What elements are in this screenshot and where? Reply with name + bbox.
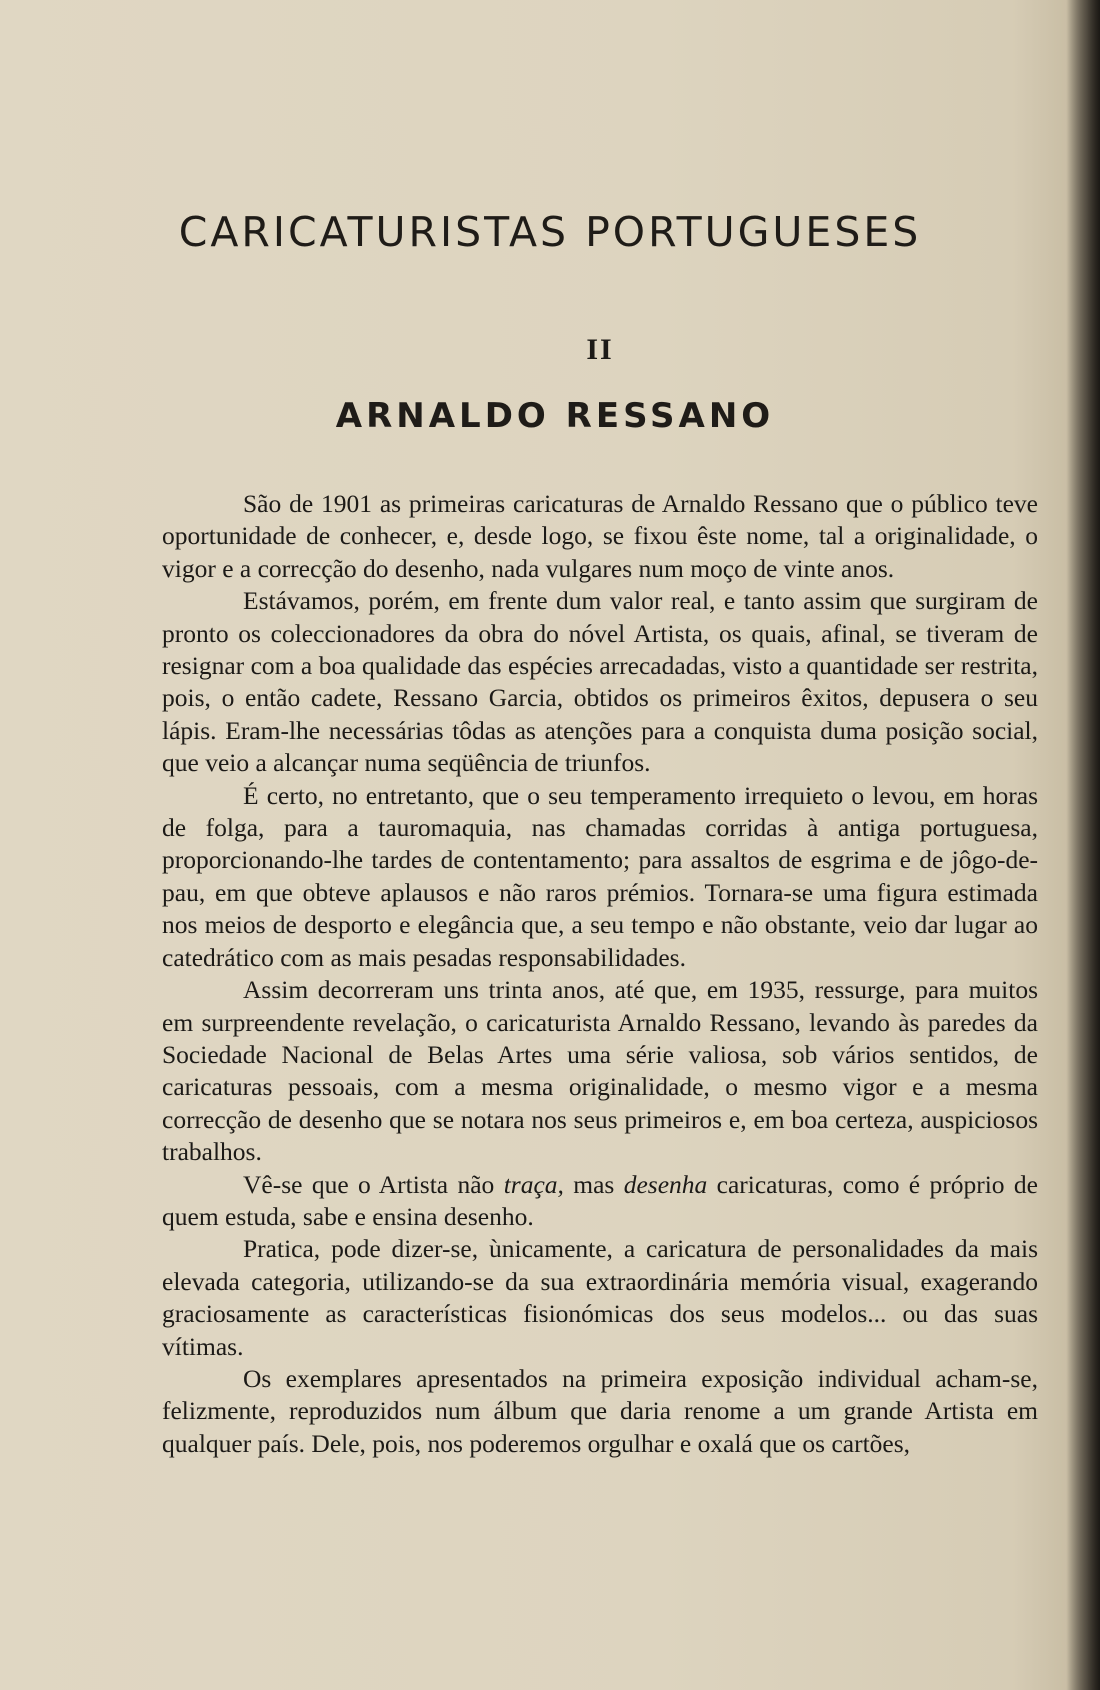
text-run: Vê-se que o Artista não [243,1169,504,1199]
paragraph: Estávamos, porém, em frente dum valor real, e tanto assim que surgiram de pronto os coleccionadores da obra do nóvel Artista, os quais, afinal, se tiveram de resignar com a boa qualidade das espécies arrecadadas, visto a quantidade ser restrita, pois, o então cadete, Ressano Garcia, obtidos os primeiros êxitos, depusera o seu lápis. Eram-lhe necessárias tôdas as atenções para a conquista duma posição social, que veio a alcançar numa seqüência de triunfos. [162,586,1038,778]
italic-word: traça, [503,1169,564,1199]
italic-word: desenha [623,1169,708,1199]
page-edge-shadow [1066,0,1100,1690]
paragraph: É certo, no entretanto, que o seu temperamento irrequieto o levou, em horas de folga, para a tauromaquia, nas chamadas corridas à antiga portuguesa, proporcionando-lhe tardes de contentamento; para assaltos de esgrima e de jôgo-de-pau, em que obteve aplausos e não raros prémios. Tornara-se uma figura estimada nos meios de desporto e elegância que, a seu tempo e não obstante, veio dar lugar ao catedrático com as mais pesadas responsabilidades. [162,780,1038,972]
body-text [162,488,1038,1460]
paragraph: Pratica, pode dizer-se, ùnicamente, a caricatura de personalidades da mais elevada categoria, utilizando-se da sua extraordinária memória visual, exagerando graciosamente as características fisionómicas dos seus modelos... ou das suas vítimas. [162,1234,1038,1361]
article-subtitle: ARNALDO RESSANO [335,396,775,436]
section-number: II [586,333,614,366]
text-run: mas [563,1169,624,1199]
paragraph: São de 1901 as primeiras caricaturas de Arnaldo Ressano que o público teve oportunidade de conhecer, e, desde logo, se fixou êste nome, tal a originalidade, o vigor e a correcção do desenho, nada vulgares num moço de vinte anos. [162,489,1038,583]
paragraph: Assim decorreram uns trinta anos, até que, em 1935, ressurge, para muitos em surpreendente revelação, o caricaturista Arnaldo Ressano, levando às paredes da Sociedade Nacional de Belas Artes uma série valiosa, sob vários sentidos, de caricaturas pessoais, com a mesma originalidade, o mesmo vigor e a mesma correcção de desenho que se notara nos seus primeiros e, em boa certeza, auspiciosos trabalhos. [162,975,1038,1167]
paragraph: Os exemplares apresentados na primeira exposição individual acham-se, felizmente, reproduzidos num álbum que daria renome a um grande Artista em qualquer país. Dele, pois, nos poderemos orgulhar e oxalá que os cartões, [162,1363,1038,1458]
text-run: caricaturas, como é próprio de quem estuda, sabe e ensina desenho. [162,1169,1038,1231]
paragraph [162,1169,1038,1234]
article-title: CARICATURISTAS PORTUGUESES [178,208,922,256]
